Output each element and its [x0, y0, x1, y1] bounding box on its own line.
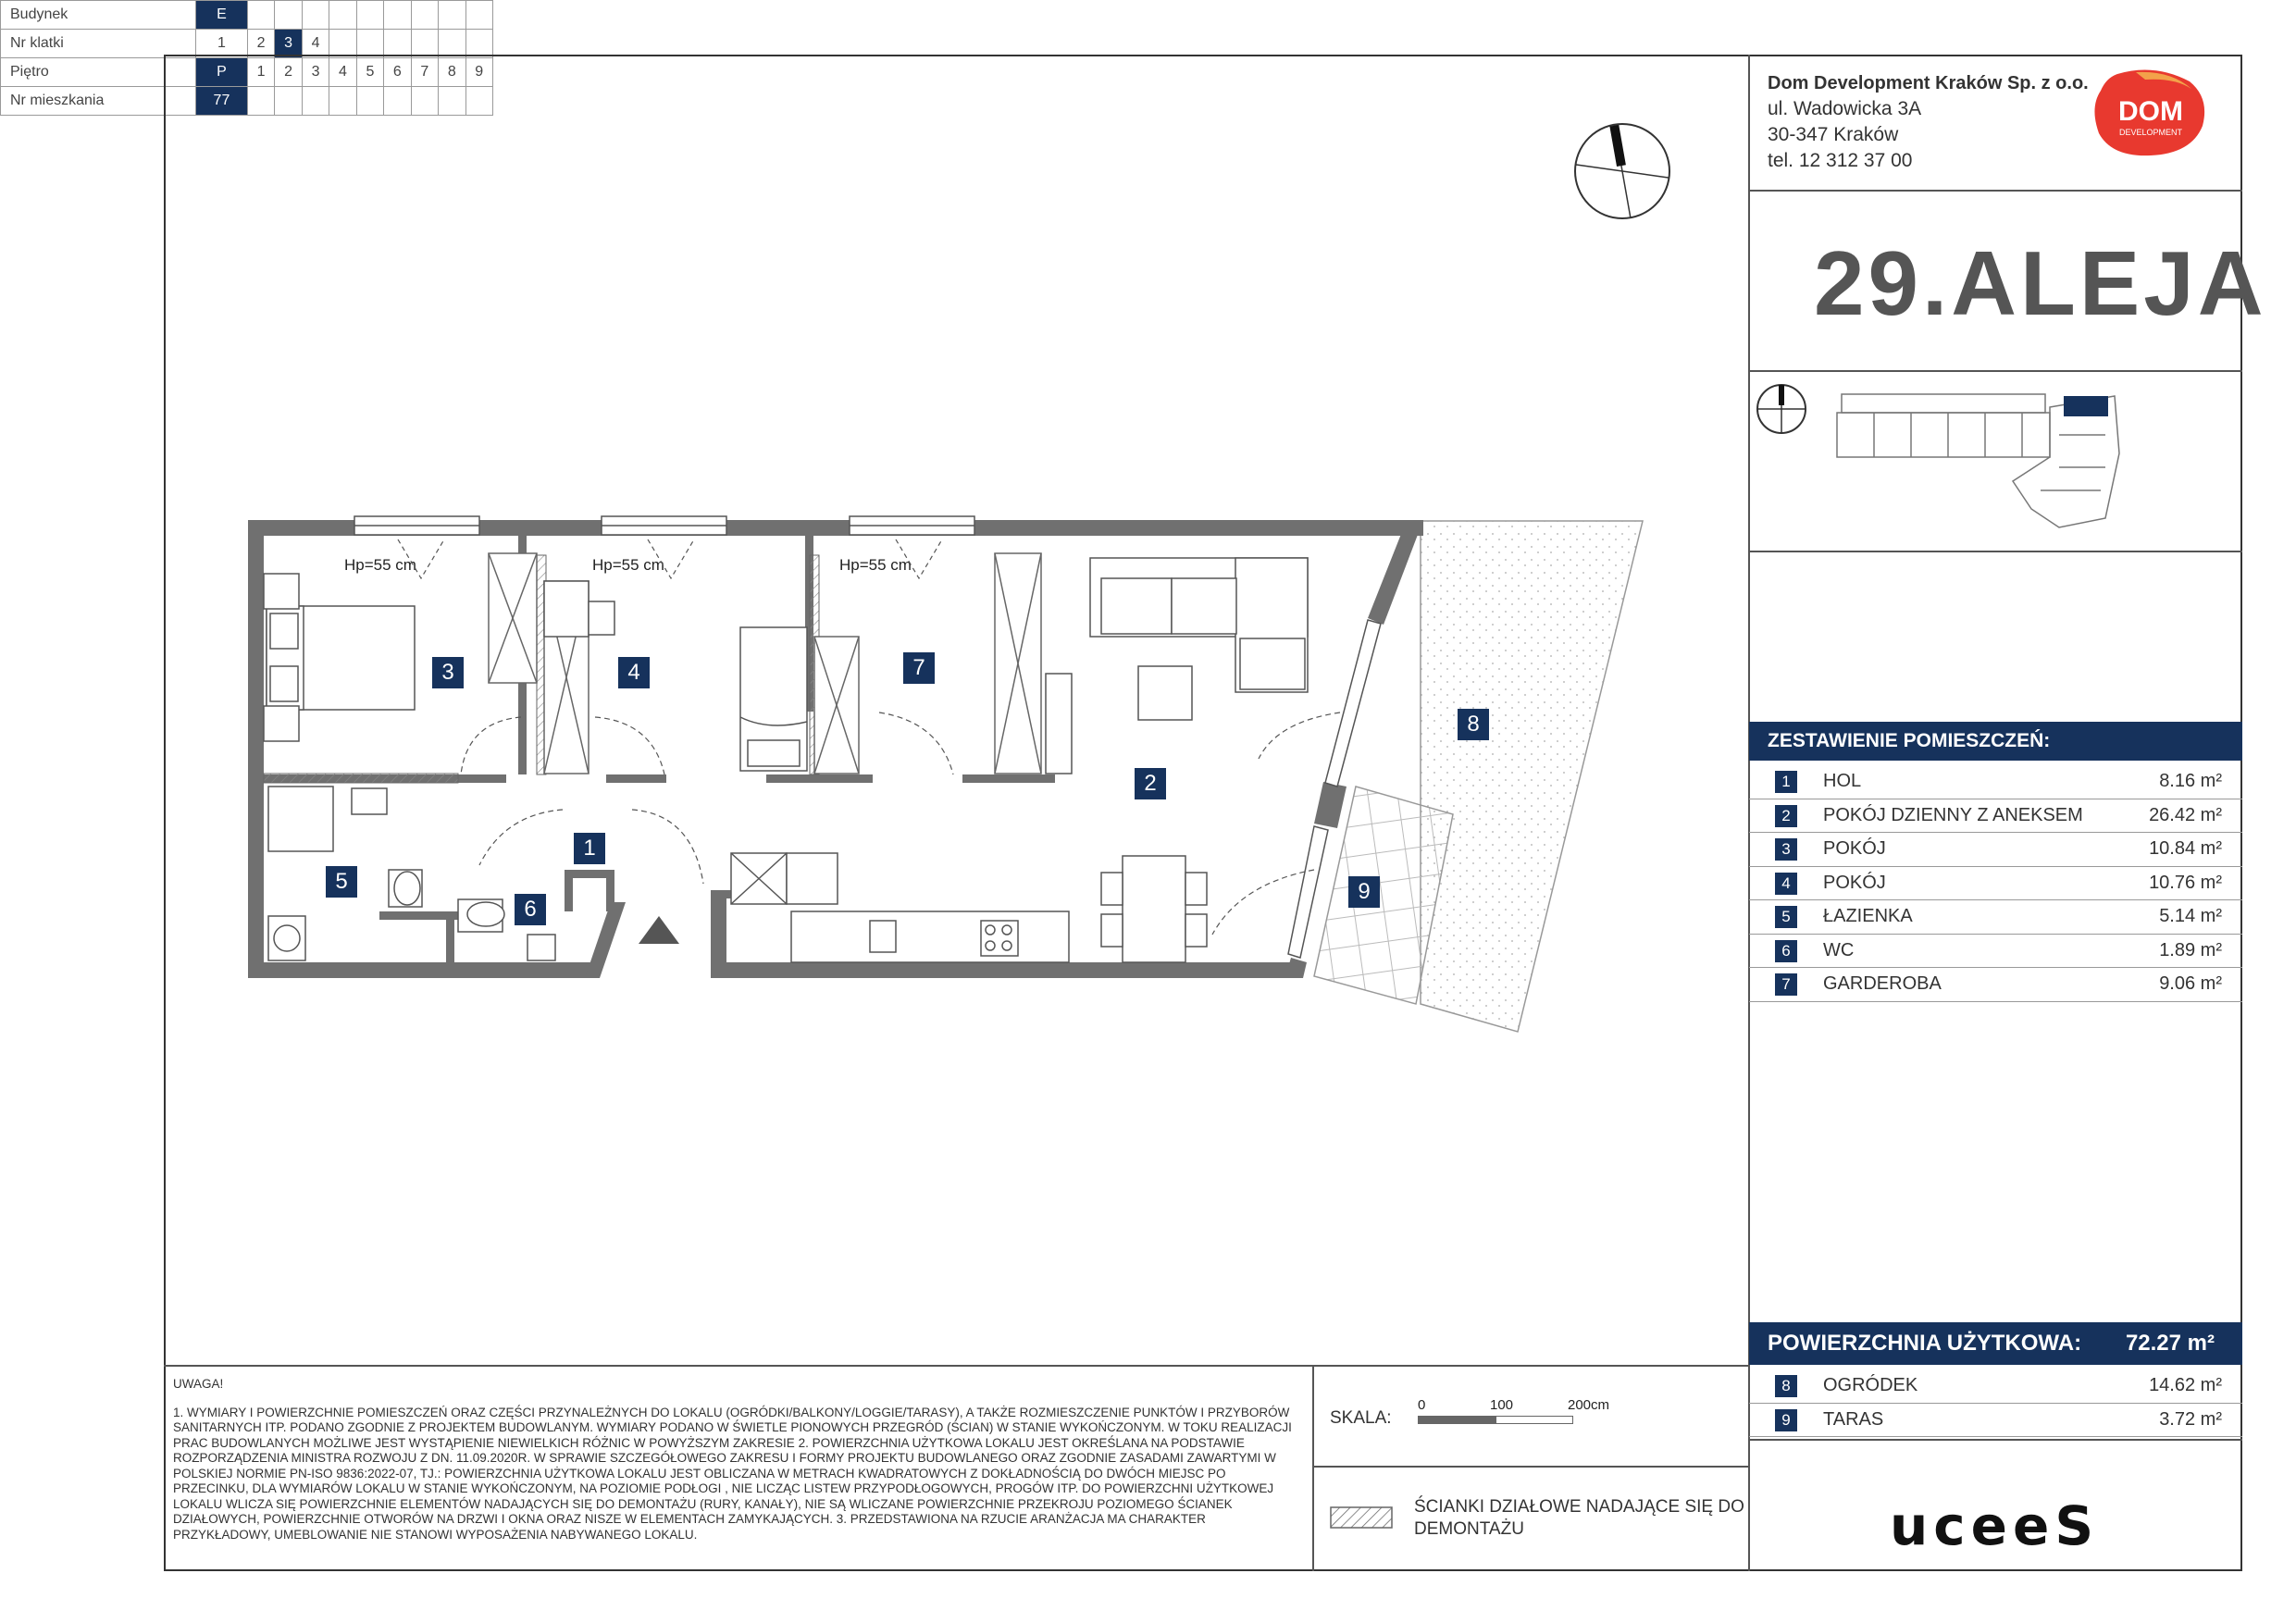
info-cell: 3	[275, 30, 302, 58]
room-number: 2	[1775, 805, 1797, 827]
room-area: 8.16 m²	[2159, 771, 2222, 791]
info-cell	[439, 30, 465, 58]
info-cell	[411, 30, 438, 58]
room-name: POKÓJ	[1823, 872, 1886, 893]
info-cell	[384, 30, 411, 58]
room-name: POKÓJ DZIENNY Z ANEKSEM	[1823, 804, 2083, 825]
entrance-icon	[639, 916, 679, 944]
tv-cabinet	[1046, 674, 1072, 774]
info-cell	[356, 30, 383, 58]
info-cell	[302, 1, 329, 30]
room-tag-4: 4	[618, 657, 650, 688]
scale-bar	[1416, 1397, 1610, 1434]
room-name: ŁAZIENKA	[1823, 906, 1913, 926]
info-cell: 7	[411, 58, 438, 87]
single-bed-icon	[740, 627, 807, 771]
room-row	[1749, 935, 2242, 968]
room-tag-6: 6	[515, 894, 546, 925]
info-cell: E	[196, 1, 248, 30]
info-cell	[411, 1, 438, 30]
info-row	[1, 30, 493, 58]
ucees-logo	[1890, 1494, 2099, 1557]
info-cell: 5	[356, 58, 383, 87]
scale-tick-100: 100	[1490, 1397, 1514, 1413]
scale-tick-200: 200cm	[1568, 1397, 1610, 1413]
room-separator	[1749, 1436, 2242, 1437]
info-cell: 4	[302, 30, 329, 58]
info-cell: 1	[196, 30, 248, 58]
sidebar-sep-1	[1749, 190, 2242, 192]
room-tag-3: 3	[432, 657, 464, 688]
room-area: 3.72 m²	[2159, 1408, 2222, 1430]
room-area: 10.76 m²	[2149, 872, 2222, 893]
room-row	[1749, 799, 2242, 833]
notes-scale-divider	[1312, 1365, 1314, 1571]
info-cell	[439, 1, 465, 30]
doors	[461, 712, 1340, 935]
room-area: 14.62 m²	[2149, 1375, 2222, 1395]
sidebar-sep-2	[1749, 370, 2242, 372]
bathroom-fixtures	[268, 787, 555, 960]
room-area: 26.42 m²	[2149, 804, 2222, 825]
room-row	[1749, 867, 2242, 900]
info-cell: 1	[247, 58, 274, 87]
notes-block	[173, 1377, 1302, 1542]
room-name: POKÓJ	[1823, 838, 1886, 859]
room-name: WC	[1823, 939, 1855, 960]
usable-area-band	[1749, 1322, 2242, 1365]
info-cell	[384, 1, 411, 30]
ucees-logo-text: uceeS	[1890, 1494, 2100, 1557]
key-plan-highlight	[2064, 396, 2108, 416]
garden-area	[1421, 521, 1643, 1032]
info-cell: 2	[247, 30, 274, 58]
room-area: 5.14 m²	[2159, 906, 2222, 926]
room-number: 7	[1775, 973, 1797, 996]
room-area: 10.84 m²	[2149, 838, 2222, 859]
room-row	[1749, 1404, 2242, 1437]
room-name: OGRÓDEK	[1823, 1375, 1918, 1395]
info-cell	[329, 30, 356, 58]
room-name: HOL	[1823, 771, 1862, 791]
rooms-header: ZESTAWIENIE POMIESZCZEŃ:	[1749, 722, 2242, 761]
key-plan-compass-icon	[1757, 385, 1806, 433]
company-city: 30-347 Kraków	[1768, 124, 1899, 145]
info-cell: 9	[465, 58, 492, 87]
info-cell: 3	[302, 58, 329, 87]
info-row-label: Nr mieszkania	[1, 87, 196, 116]
sidebar-sep-4	[1749, 1439, 2242, 1441]
kitchen-icon	[731, 853, 1069, 962]
notes-body: 1. WYMIARY I POWIERZCHNIE POMIESZCZEŃ ORAZ CZĘŚCI PRZYNALEŻNYCH DO LOKALU (OGRÓDKI/BALKONY/LOGGIE/TARASY), A TAKŻE ROZMIESZCZENIE PUNKTÓW I PRZYBORÓW SANITARNYCH ITP. PODANO ZGODNIE Z PROJEKTEM BUDOWLANYM. WYMIARY PODANO W ŚWIETLE PIONOWYCH PRZEGRÓD (ŚCIAN) W STANIE WYKOŃCZONYM. W TOKU REALIZACJI PRAC BUDOWLANYCH MOŻLIWE JEST WYSTĄPIENIE NIEWIELKICH RÓŻNIC W POWYŻSZYM ZAKRESIE 2. POWIERZCHNIA UŻYTKOWA LOKALU JEST OKREŚLANA NA PODSTAWIE ROZPORZĄDZENIA MINISTRA ROZWOJU Z DN. 11.09.2020R. W SPRAWIE SZCZEGÓŁOWEGO ZAKRESU I FORMY PROJEKTU BUDOWLANEGO ORAZ ZGODNIE ZASADAMI ZAWARTYMI W POLSKIEJ NORMIE PN-ISO 9836:2022-07, TJ.: POWIERZCHNIA UŻYTKOWA LOKALU JEST OBLICZANA W METRACH KWADRATOWYCH Z DOKŁADNOŚCIĄ DO DWÓCH MIEJSC PO PRZECINKU, DLA WYMIARÓW LOKALU W STANIE WYKOŃCZONYM, NA POZIOMIE PODŁOGI , NIE LICZĄC LISTEW PRZYPODŁOGOWYCH, PROGÓW ITP. DO POWIERZCHNI UŻYTKOWEJ LOKALU WLICZA SIĘ POWIERZCHNIE ELEMENTÓW NADAJĄCYCH SIĘ DO DEMONTAŻU (RURY, KANAŁY), NIE SĄ WLICZANE POWIERZCHNIE PRZEKROJU POZIOMEGO ŚCIANEK DZIAŁOWYCH, POWIERZCHNIE OTWORÓW NA DRZWI I OKNA ORAZ NISZE W ELEMENTACH ZAMYKAJĄCYCH. 3. PRZEDSTAWIONA NA RZUCIE ARANŻACJA MA CHARAKTER PRZYKŁADOWY, UMEBLOWANIE NIE STANOWI WYPOSAŻENIA NABYWANEGO LOKALU.	[173, 1405, 1292, 1542]
usable-area-label: POWIERZCHNIA UŻYTKOWA:	[1768, 1331, 2082, 1356]
scale-tick-0: 0	[1418, 1397, 1426, 1413]
info-row	[1, 1, 493, 30]
room-separator	[1749, 1001, 2242, 1002]
room-tag-9: 9	[1348, 876, 1380, 908]
info-row-label: Piętro	[1, 58, 196, 87]
window-label-1: Hp=55 cm	[344, 556, 416, 574]
info-cell	[356, 1, 383, 30]
demolition-legend-text: ŚCIANKI DZIAŁOWE NADAJĄCE SIĘ DO DEMONTAŻU	[1414, 1497, 1744, 1539]
room-tag-8: 8	[1458, 709, 1489, 740]
room-row	[1749, 833, 2242, 866]
room-area: 1.89 m²	[2159, 939, 2222, 960]
info-cell	[465, 1, 492, 30]
floor-plan	[241, 500, 1666, 1055]
company-phone: tel. 12 312 37 00	[1768, 150, 1913, 171]
room-row	[1749, 1369, 2242, 1403]
info-row-label: Budynek	[1, 1, 196, 30]
info-cell	[247, 1, 274, 30]
notes-divider	[164, 1365, 1750, 1367]
notes-title: UWAGA!	[173, 1377, 224, 1391]
sidebar-sep-3	[1749, 551, 2242, 552]
info-cell	[329, 1, 356, 30]
info-cell	[465, 30, 492, 58]
info-cell	[275, 1, 302, 30]
room-name: TARAS	[1823, 1408, 1884, 1430]
window-label-3: Hp=55 cm	[839, 556, 912, 574]
room-tag-7: 7	[903, 652, 935, 684]
room-row	[1749, 968, 2242, 1001]
room-number: 3	[1775, 838, 1797, 861]
info-cell: 77	[196, 87, 248, 116]
dom-development-logo	[2090, 68, 2210, 159]
room-number: 6	[1775, 940, 1797, 962]
info-cell: P	[196, 58, 248, 87]
room-row	[1749, 900, 2242, 934]
company-name: Dom Development Kraków Sp. z o.o.	[1768, 73, 2089, 93]
room-number: 9	[1775, 1409, 1797, 1431]
north-arrow-icon	[1570, 119, 1674, 223]
company-address	[1768, 70, 2089, 174]
scale-label: SKALA:	[1330, 1408, 1392, 1428]
usable-area-value: 72.27 m²	[2125, 1331, 2215, 1356]
info-cell: 2	[275, 58, 302, 87]
room-number: 8	[1775, 1375, 1797, 1397]
sofa-icon	[1090, 558, 1308, 720]
desk-icon	[544, 581, 614, 637]
info-cell: 4	[329, 58, 356, 87]
room-number: 5	[1775, 906, 1797, 928]
room-tag-2: 2	[1135, 768, 1166, 799]
scale-legend-divider	[1312, 1466, 1750, 1468]
demolition-hatch-icon	[1330, 1506, 1393, 1529]
room-area: 9.06 m²	[2159, 973, 2222, 994]
info-row-label: Nr klatki	[1, 30, 196, 58]
room-number: 1	[1775, 771, 1797, 793]
dom-logo-sub: DEVELOPMENT	[2118, 128, 2183, 137]
bed-icon	[264, 574, 415, 741]
room-tag-5: 5	[326, 866, 357, 898]
info-cell: 8	[439, 58, 465, 87]
dom-logo-main: DOM	[2118, 96, 2183, 127]
room-name: GARDEROBA	[1823, 973, 1942, 994]
company-street: ul. Wadowicka 3A	[1768, 98, 1922, 119]
project-logo: 29.ALEJA	[1814, 232, 2267, 334]
key-plan	[1754, 379, 2235, 546]
room-row	[1749, 765, 2242, 799]
window-label-2: Hp=55 cm	[592, 556, 664, 574]
dining-table-icon	[1101, 856, 1207, 962]
room-number: 4	[1775, 873, 1797, 895]
info-cell: 6	[384, 58, 411, 87]
room-tag-1: 1	[574, 833, 605, 864]
